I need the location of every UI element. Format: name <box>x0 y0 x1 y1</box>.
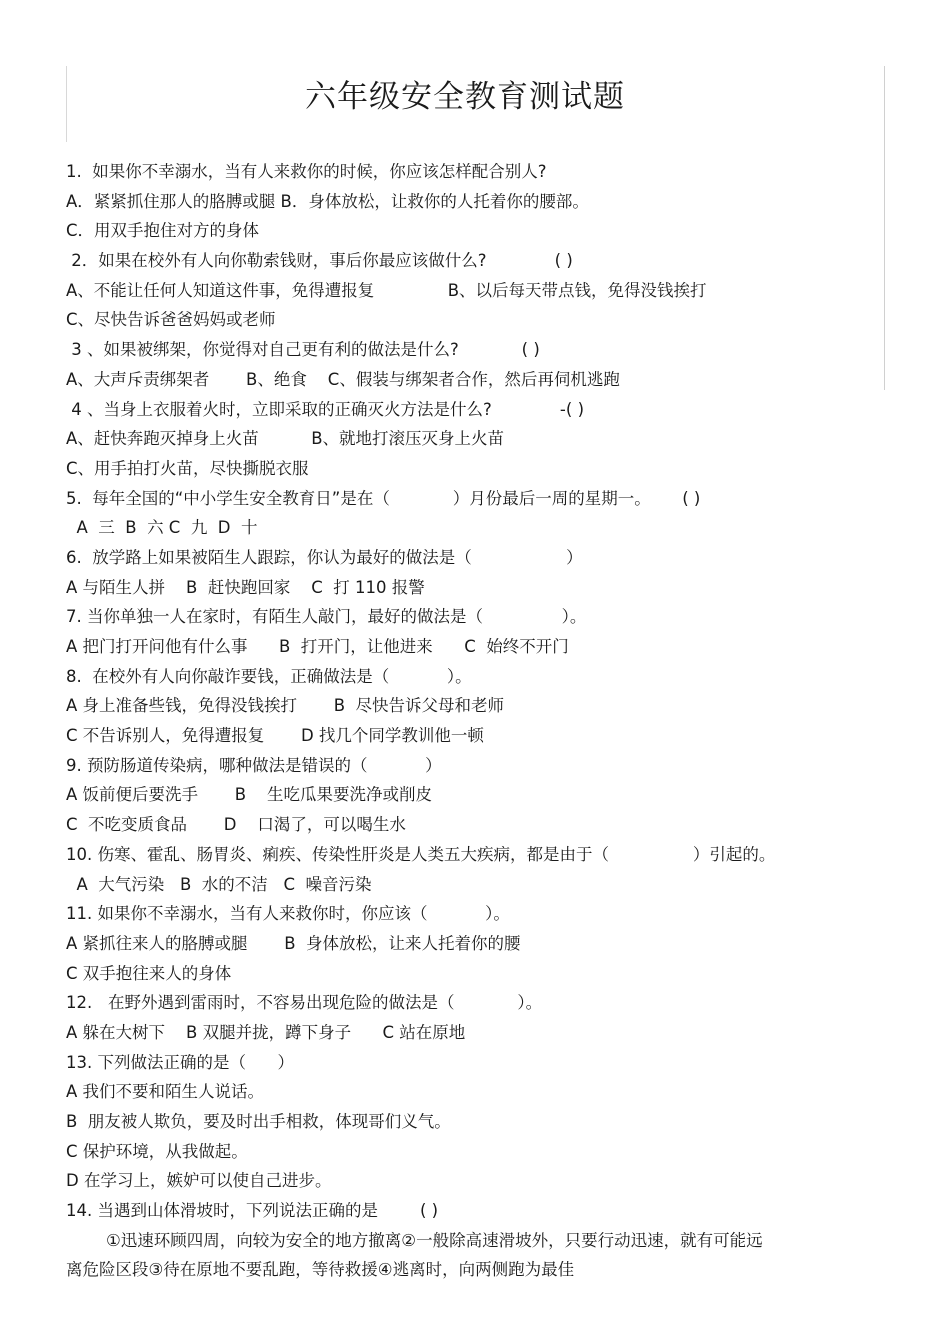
q11-option-c: C 双手抱往来人的身体 <box>66 963 232 983</box>
q9-options-ab: A 饭前便后要洗手 B 生吃瓜果要洗净或削皮 <box>66 785 433 805</box>
q13-stem: 13. 下列做法正确的是（ ） <box>66 1052 294 1072</box>
q3-stem: 3 、如果被绑架，你觉得对自己更有利的做法是什么? ( ) <box>66 340 540 360</box>
page-title: 六年级安全教育测试题 <box>305 79 625 115</box>
q14-statements-cont: 离危险区段③待在原地不要乱跑，等待救援④逃离时，向两侧跑为最佳 <box>66 1260 575 1280</box>
q11-stem: 11. 如果你不幸溺水，当有人来救你时，你应该（ ）。 <box>66 904 510 924</box>
q10-stem: 10. 伤寒、霍乱、肠胃炎、痢疾、传染性肝炎是人类五大疾病，都是由于（ ）引起的。 <box>66 844 776 864</box>
q8-options-ab: A 身上准备些钱，免得没钱挨打 B 尽快告诉父母和老师 <box>66 696 505 716</box>
q11-options-ab: A 紧抓往来人的胳膊或腿 B 身体放松，让来人托着你的腰 <box>66 933 521 953</box>
q2-options-ab: A、不能让任何人知道这件事，免得遭报复 B、以后每天带点钱，免得没钱挨打 <box>66 280 707 300</box>
q13-option-d: D 在学习上，嫉妒可以使自己进步。 <box>66 1171 332 1191</box>
q7-stem: 7. 当你单独一人在家时，有陌生人敲门，最好的做法是（ ）。 <box>66 607 587 627</box>
q10-options: A 大气污染 B 水的不洁 C 噪音污染 <box>66 874 372 894</box>
q2-stem: 2．如果在校外有人向你勒索钱财，事后你最应该做什么? ( ) <box>66 251 573 271</box>
q1-options-ab: A．紧紧抓住那人的胳膊或腿 B．身体放松，让救你的人托着你的腰部。 <box>66 191 589 211</box>
q2-option-c: C、尽快告诉爸爸妈妈或老师 <box>66 310 276 330</box>
q4-option-c: C、用手拍打火苗，尽快撕脱衣服 <box>66 458 309 478</box>
q5-options: A 三 B 六 C 九 D 十 <box>66 518 258 538</box>
q4-options-ab: A、赶快奔跑灭掉身上火苗 B、就地打滚压灭身上火苗 <box>66 429 505 449</box>
q14-stem: 14. 当遇到山体滑坡时，下列说法正确的是 ( ) <box>66 1201 439 1221</box>
q6-stem: 6. 放学路上如果被陌生人跟踪，你认为最好的做法是（ ） <box>66 547 583 567</box>
q7-options: A 把门打开问他有什么事 B 打开门，让他进来 C 始终不开门 <box>66 637 569 656</box>
q5-stem: 5. 每年全国的“中小学生安全教育日”是在（ ）月份最后一周的星期一。 ( ) <box>66 488 701 508</box>
q13-option-b: B 朋友被人欺负，要及时出手相救，体现哥们义气。 <box>66 1112 451 1131</box>
q13-option-c: C 保护环境，从我做起。 <box>66 1141 248 1161</box>
q1-stem: 1. 如果你不幸溺水，当有人来救你的时候，你应该怎样配合别人? <box>66 162 547 181</box>
q9-options-cd: C 不吃变质食品 D 口渴了，可以喝生水 <box>66 815 406 835</box>
q8-stem: 8. 在校外有人向你敲诈要钱，正确做法是（ ）。 <box>66 666 472 686</box>
q1-option-c: C．用双手抱住对方的身体 <box>66 221 260 241</box>
q8-options-cd: C 不告诉别人，免得遭报复 D 找几个同学教训他一顿 <box>66 726 484 746</box>
q4-stem: 4 、当身上衣服着火时，立即采取的正确灭火方法是什么? -( ) <box>66 399 585 419</box>
q3-options: A、大声斥责绑架者 B、绝食 C、假装与绑架者合作，然后再伺机逃跑 <box>66 369 620 389</box>
q12-options: A 躲在大树下 B 双腿并拢，蹲下身子 C 站在原地 <box>66 1022 466 1042</box>
q6-options: A 与陌生人拼 B 赶快跑回家 C 打 110 报警 <box>66 577 425 597</box>
q9-stem: 9. 预防肠道传染病，哪种做法是错误的（ ） <box>66 755 442 775</box>
q13-option-a: A 我们不要和陌生人说话。 <box>66 1082 265 1102</box>
q12-stem: 12. 在野外遇到雷雨时，不容易出现危险的做法是（ ）。 <box>66 993 543 1013</box>
q14-statements: ①迅速环顾四周，向较为安全的地方撤离②一般除高速滑坡外，只要行动迅速，就有可能远 <box>106 1230 763 1250</box>
question-list <box>66 157 826 1285</box>
